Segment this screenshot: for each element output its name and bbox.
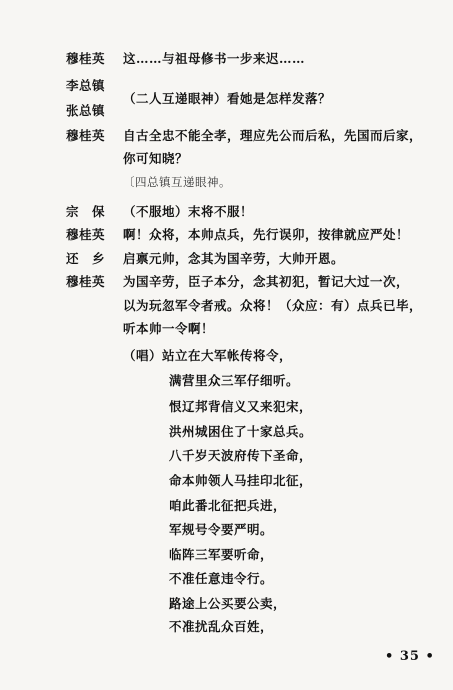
script-line	[0, 496, 453, 518]
script-line	[0, 225, 453, 247]
speaker-name: 宗 保	[66, 204, 106, 219]
verse-line: 满营里众三军仔细听。	[169, 373, 300, 388]
aria-text: （唱）站立在大军帐传将令，	[123, 348, 293, 363]
speaker-name: 还 乡	[66, 251, 106, 266]
dialogue-text: 这……与祖母修书一步来迟……	[123, 51, 306, 66]
script-line	[0, 49, 453, 71]
verse-line: 命本帅领人马挂印北征，	[169, 473, 313, 488]
verse-line: 路途上公买要公卖，	[169, 596, 287, 611]
dialogue-text: 自古全忠不能全孝，理应先公而后私，先国而后家，	[123, 128, 423, 143]
script-line	[0, 446, 453, 468]
script-line	[0, 296, 453, 318]
speaker-name: 穆桂英	[66, 51, 106, 66]
script-line	[0, 545, 453, 567]
script-line	[0, 202, 453, 224]
page-number: • 35 •	[385, 649, 435, 664]
dialogue-text: （不服地）末将不服！	[123, 204, 254, 219]
script-line	[0, 617, 453, 639]
verse-line: 不准扰乱众百姓，	[169, 619, 274, 634]
dialogue-text: 以为玩忽军令者戒。众将！（众应：有）点兵已毕，	[123, 298, 423, 313]
verse-line: 不准任意违令行。	[169, 571, 274, 586]
script-line	[0, 520, 453, 542]
speaker-name: 穆桂英	[66, 128, 106, 143]
script-line	[0, 174, 453, 196]
script-line	[0, 569, 453, 591]
dialogue-text: 启禀元帅，念其为国辛劳，大帅开恩。	[123, 251, 345, 266]
verse-line: 咱此番北征把兵进，	[169, 498, 287, 513]
dialogue-text: 啊！众将，本帅点兵，先行误卯，按律就应严处！	[123, 227, 410, 242]
script-line	[0, 319, 453, 341]
verse-line: 军规号令要严明。	[169, 522, 274, 537]
script-line	[0, 471, 453, 493]
script-line	[0, 101, 453, 123]
script-line	[0, 149, 453, 171]
script-line	[0, 397, 453, 419]
script-line	[0, 126, 453, 148]
script-line	[0, 371, 453, 393]
verse-line: 恨辽邦背信义又来犯宋，	[169, 399, 313, 414]
dialogue-text: 为国辛劳，臣子本分，念其初犯，暂记大过一次，	[123, 274, 410, 289]
stage-direction: 〔四总镇互递眼神。	[123, 175, 231, 189]
verse-line: 八千岁天波府传下圣命，	[169, 448, 313, 463]
verse-line: 临阵三军要听命，	[169, 547, 274, 562]
script-line	[0, 594, 453, 616]
script-line	[0, 346, 453, 368]
script-line	[0, 249, 453, 271]
dialogue-text: 你可知晓？	[123, 151, 189, 166]
script-line	[0, 272, 453, 294]
dialogue-text: （二人互递眼神）看她是怎样发落？	[123, 91, 332, 106]
speaker-name: 李总镇	[66, 78, 106, 93]
script-line	[0, 422, 453, 444]
verse-line: 洪州城困住了十家总兵。	[169, 424, 313, 439]
speaker-name: 张总镇	[66, 103, 106, 118]
dialogue-text: 听本帅一令啊！	[123, 321, 215, 336]
speaker-name: 穆桂英	[66, 227, 106, 242]
speaker-name: 穆桂英	[66, 274, 106, 289]
